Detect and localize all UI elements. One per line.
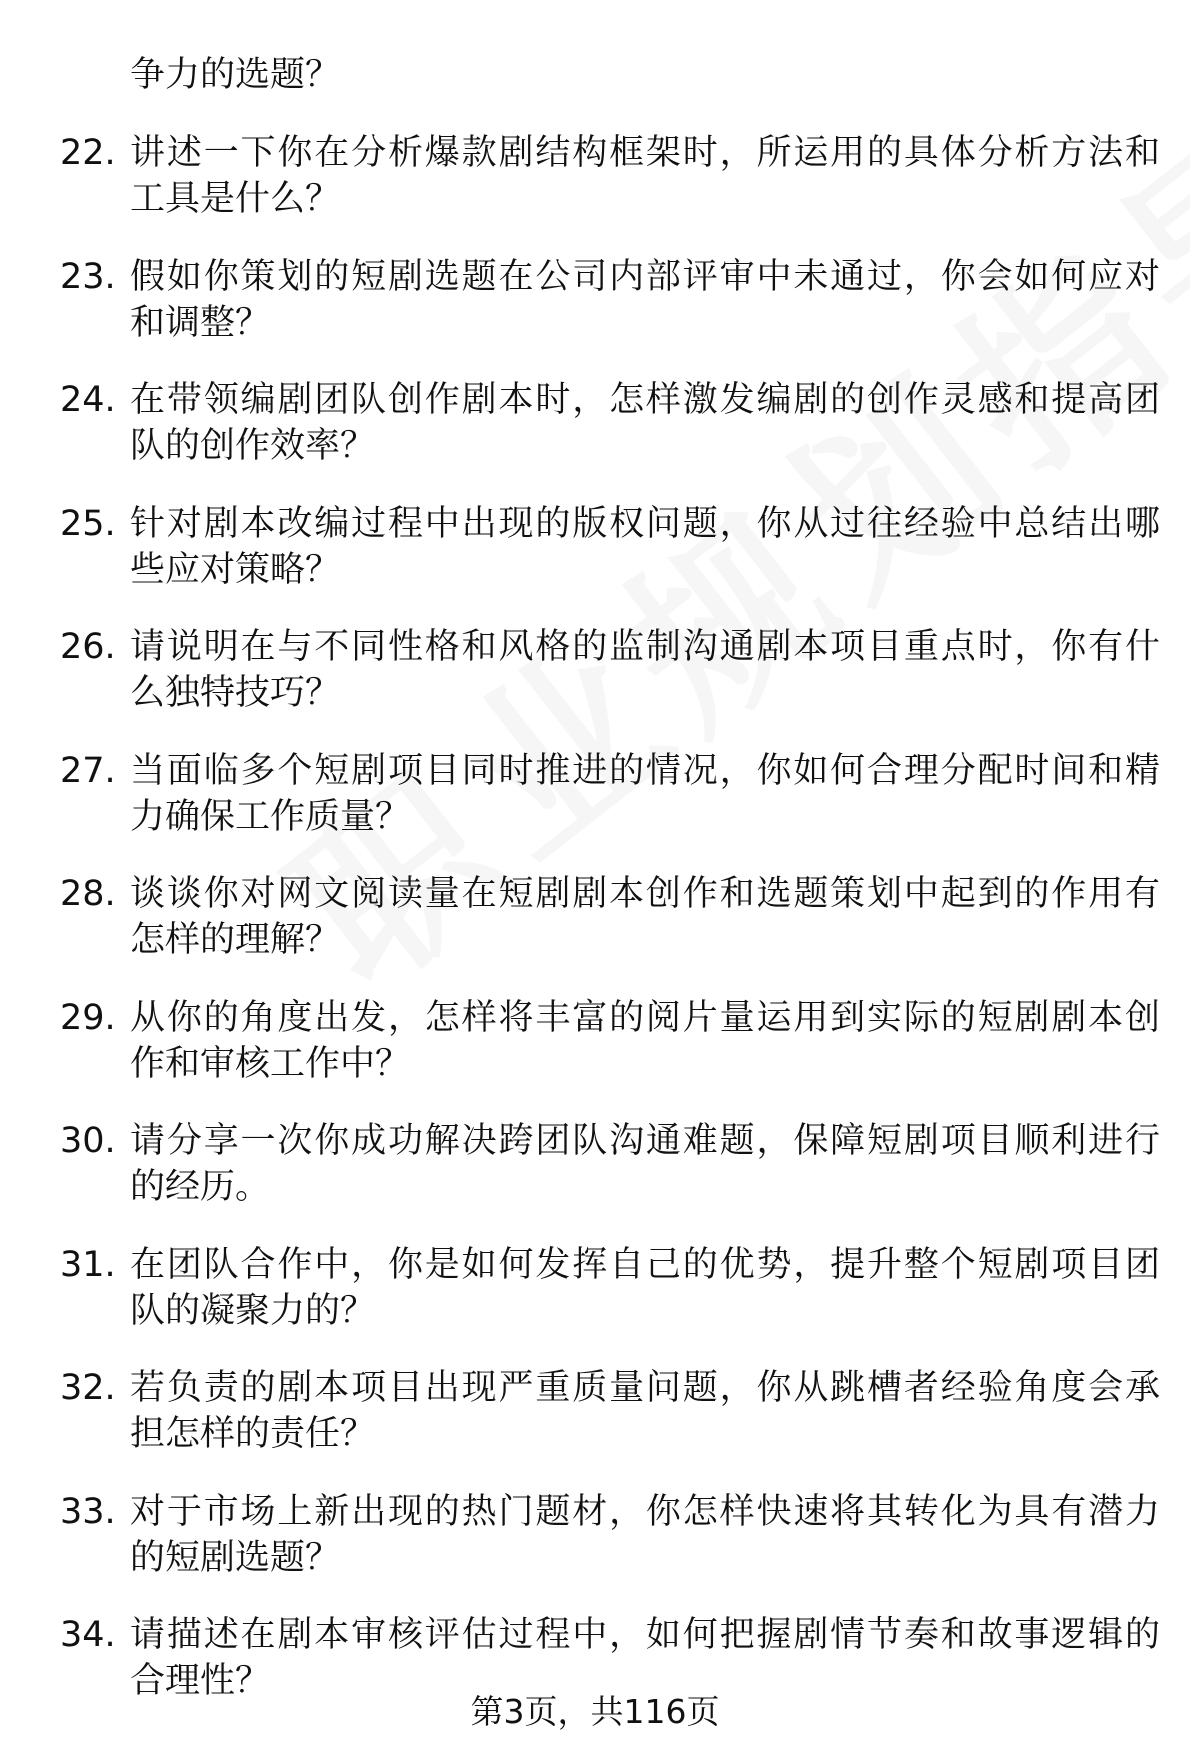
question-item xyxy=(0,130,1190,254)
question-text xyxy=(130,871,1160,963)
question-line: 队的创作效率？ xyxy=(130,426,376,466)
question-number: 33. xyxy=(60,1491,116,1532)
question-line: 合理性？ xyxy=(130,1661,271,1701)
question-line: 在带领编剧团队创作剧本时，怎样激发编剧的创作灵感和提高团 xyxy=(130,380,1160,420)
question-line: 在团队合作中，你是如何发挥自己的优势，提升整个短剧项目团 xyxy=(130,1244,1160,1285)
question-line: 的短剧选题？ xyxy=(130,1537,341,1578)
question-text xyxy=(130,1365,1160,1457)
question-text xyxy=(130,1242,1160,1334)
question-item xyxy=(0,377,1190,501)
question-line: 力确保工作质量？ xyxy=(130,796,411,837)
page-footer: 第3页，共116页 xyxy=(470,1692,720,1731)
question-item xyxy=(0,995,1190,1119)
question-item xyxy=(0,501,1190,625)
question-text xyxy=(130,254,1160,346)
question-text xyxy=(130,130,1160,222)
question-number: 28. xyxy=(60,874,116,914)
question-text xyxy=(130,1118,1160,1210)
question-text xyxy=(130,995,1160,1087)
question-text xyxy=(130,624,1160,716)
question-line: 工具是什么？ xyxy=(130,179,341,219)
question-line: 请分享一次你成功解决跨团队沟通难题，保障短剧项目顺利进行 xyxy=(130,1121,1160,1161)
question-item xyxy=(0,254,1190,378)
question-number: 25. xyxy=(60,503,116,544)
question-number: 31. xyxy=(60,1244,116,1285)
question-line: 和调整？ xyxy=(130,302,271,343)
question-text xyxy=(130,501,1160,593)
question-line: 些应对策略？ xyxy=(130,549,341,590)
question-line: 队的凝聚力的？ xyxy=(130,1290,376,1331)
question-line: 当面临多个短剧项目同时推进的情况，你如何合理分配时间和精 xyxy=(130,750,1160,791)
question-text xyxy=(130,748,1160,840)
question-line: 请说明在与不同性格和风格的监制沟通剧本项目重点时，你有什 xyxy=(130,627,1160,667)
question-line: 从你的角度出发，怎样将丰富的阅片量运用到实际的短剧剧本创 xyxy=(130,997,1160,1038)
question-line: 若负责的剧本项目出现严重质量问题，你从跳槽者经验角度会承 xyxy=(130,1368,1160,1408)
question-line: 对于市场上新出现的热门题材，你怎样快速将其转化为具有潜力 xyxy=(130,1491,1160,1532)
question-number: 30. xyxy=(60,1121,116,1161)
question-item xyxy=(0,624,1190,748)
question-line: 讲述一下你在分析爆款剧结构框架时，所运用的具体分析方法和 xyxy=(130,133,1160,173)
question-item xyxy=(0,748,1190,872)
question-line: 么独特技巧？ xyxy=(130,673,341,713)
question-number: 22. xyxy=(60,133,116,173)
question-number: 24. xyxy=(60,380,116,420)
question-number: 34. xyxy=(60,1615,116,1655)
question-text xyxy=(130,1489,1160,1581)
question-line: 作和审核工作中？ xyxy=(130,1043,411,1084)
question-line: 请描述在剧本审核评估过程中，如何把握剧情节奏和故事逻辑的 xyxy=(130,1615,1160,1655)
question-text xyxy=(130,377,1160,469)
question-line: 针对剧本改编过程中出现的版权问题，你从过往经验中总结出哪 xyxy=(130,503,1160,544)
question-line: 的经历。 xyxy=(130,1167,271,1207)
question-number: 23. xyxy=(60,256,116,297)
question-list xyxy=(0,130,1190,1736)
question-line: 谈谈你对网文阅读量在短剧剧本创作和选题策划中起到的作用有 xyxy=(130,874,1160,914)
question-item xyxy=(0,1242,1190,1366)
question-item xyxy=(0,871,1190,995)
question-continuation: 争力的选题？ xyxy=(130,55,341,95)
question-line: 怎样的理解？ xyxy=(130,920,341,960)
question-item xyxy=(0,1118,1190,1242)
question-item xyxy=(0,1489,1190,1613)
question-number: 27. xyxy=(60,750,116,791)
question-line: 担怎样的责任？ xyxy=(130,1414,376,1454)
question-number: 26. xyxy=(60,627,116,667)
question-line: 假如你策划的短剧选题在公司内部评审中未通过，你会如何应对 xyxy=(130,256,1160,297)
question-item xyxy=(0,1365,1190,1489)
question-number: 32. xyxy=(60,1368,116,1408)
question-number: 29. xyxy=(60,997,116,1038)
